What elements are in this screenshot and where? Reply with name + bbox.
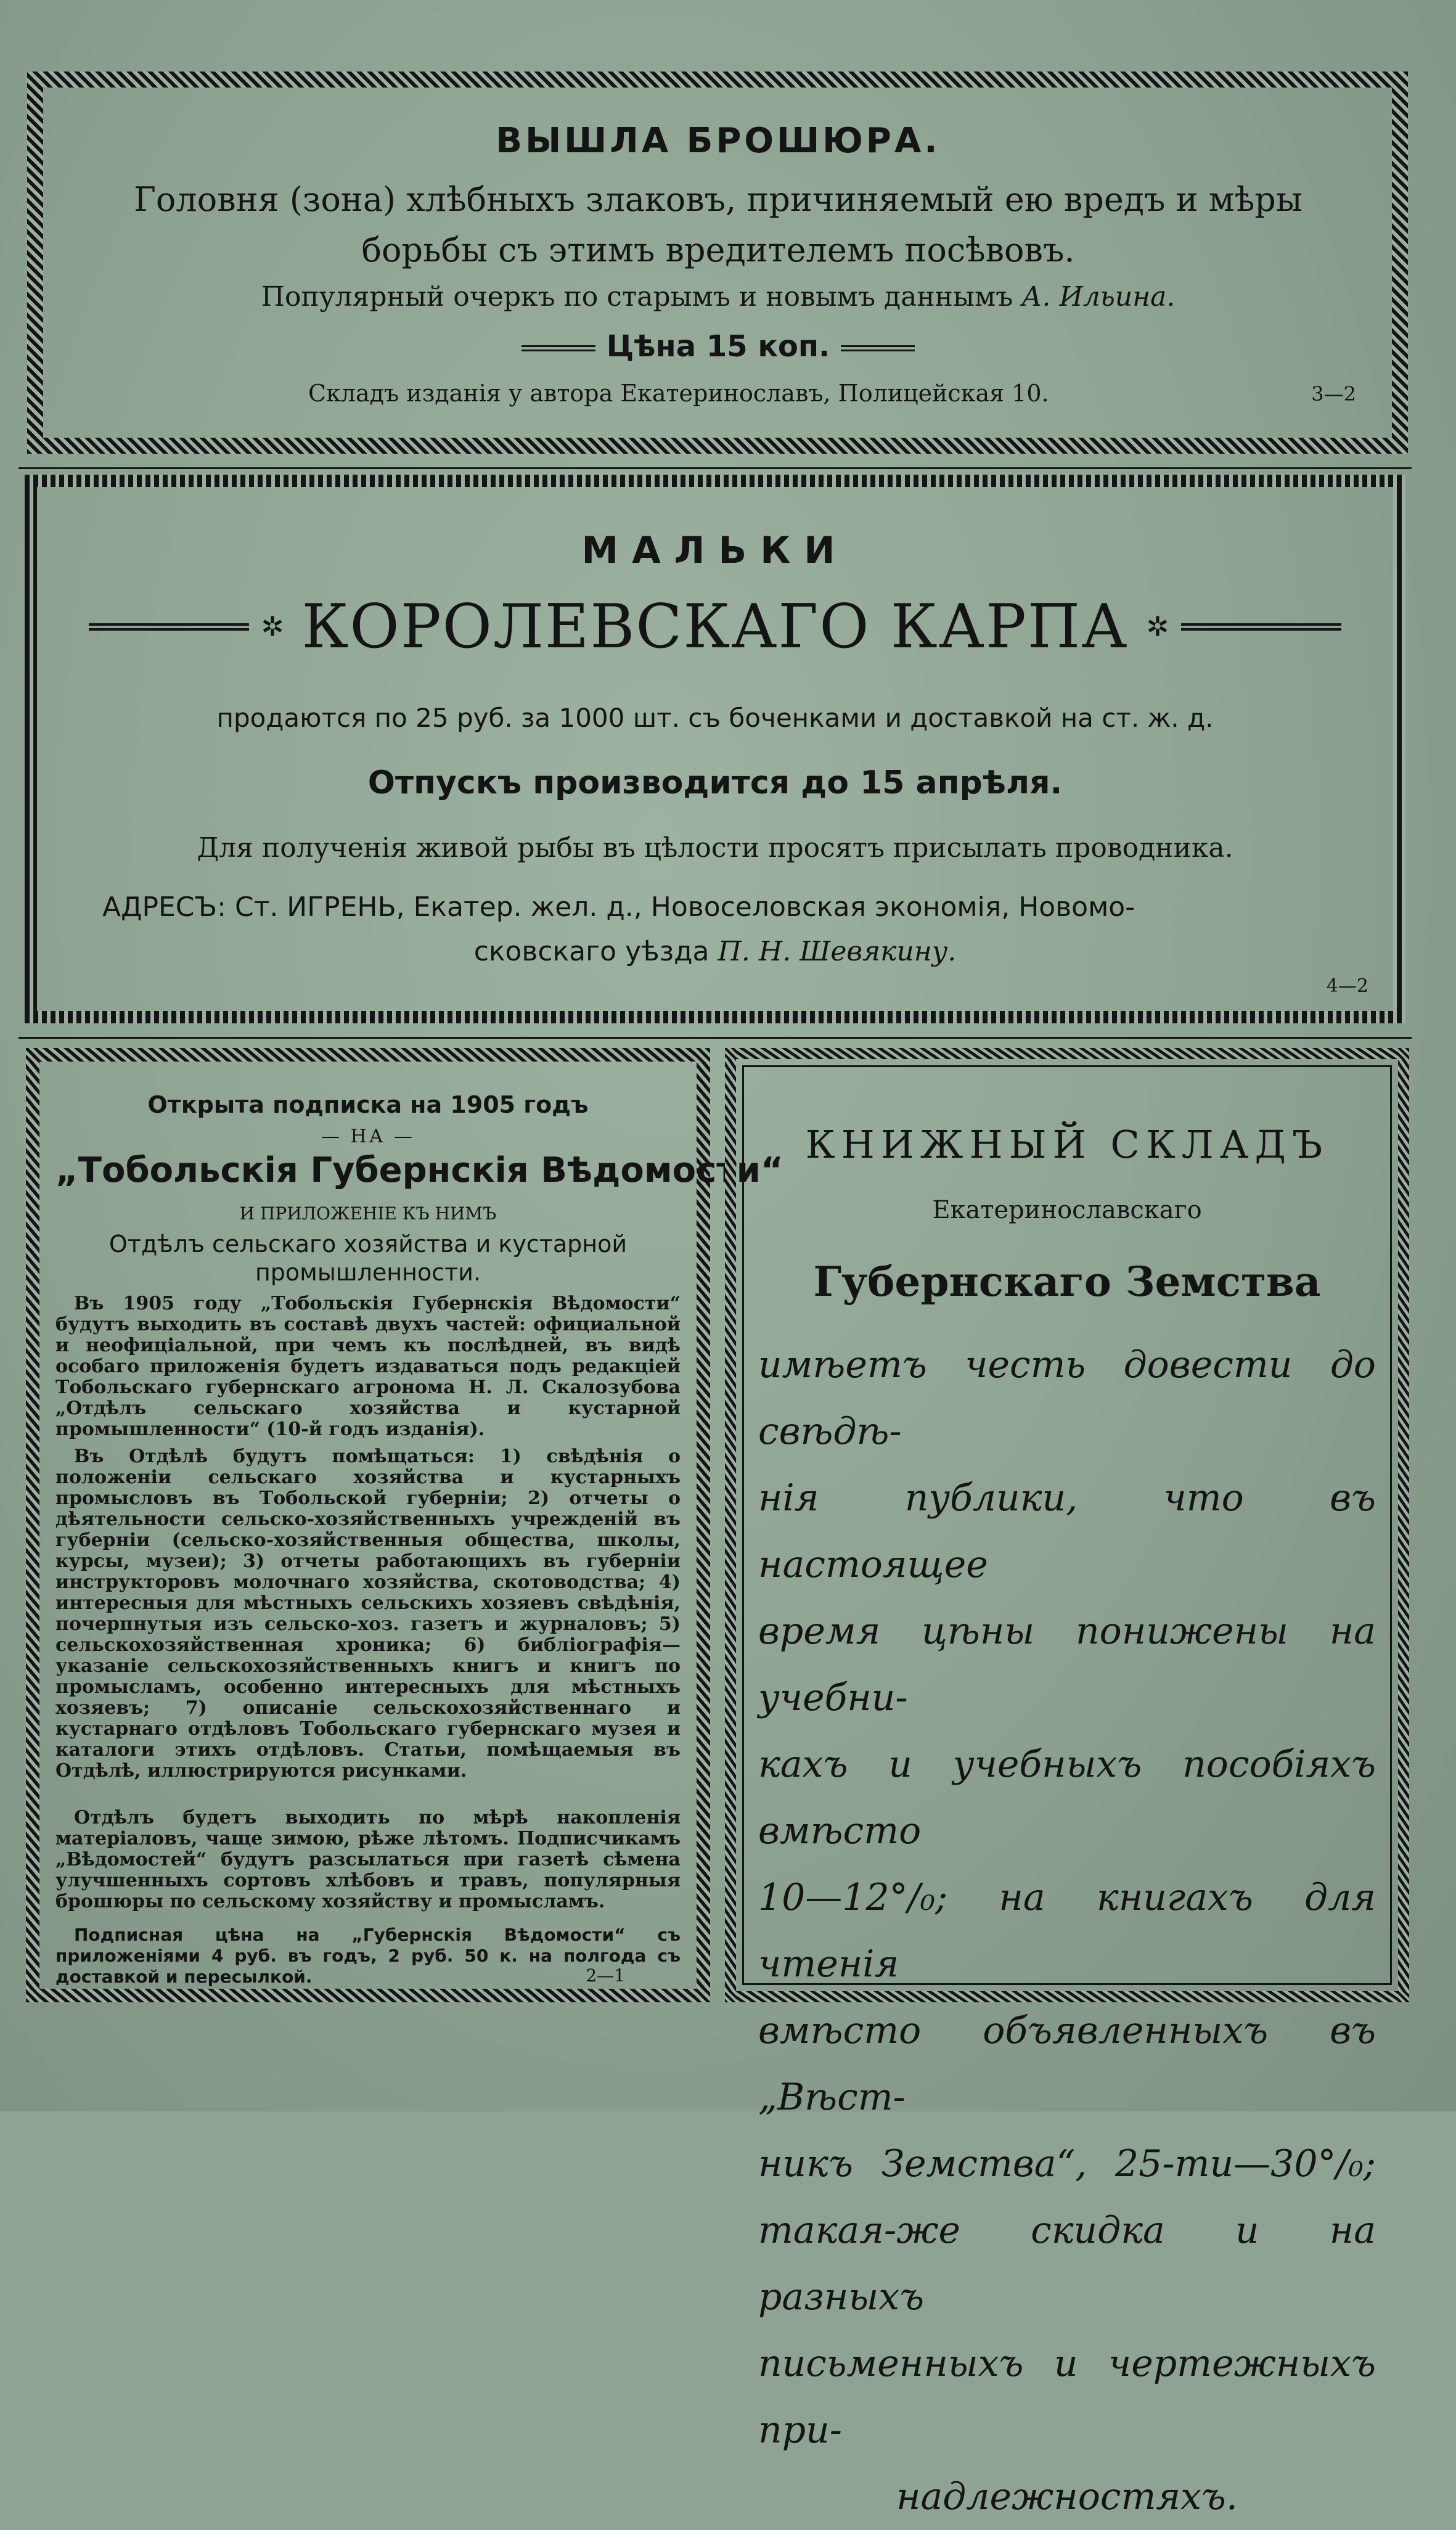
ornament-rule-left	[521, 345, 595, 351]
ad-tobolsk-line1: Открыта подписка на 1905 годъ	[147, 1091, 589, 1118]
ad-brochure-title-line1: Головня (зона) хлѣбныхъ злаковъ, причиняемый ею вредъ и мѣры	[134, 180, 1303, 219]
ad-carp-code: 4—2	[1326, 975, 1368, 997]
ad-brochure-code: 3—2	[1311, 382, 1356, 406]
ad-bookstore-body-line: вмѣсто объявленныхъ въ „Вѣст-	[758, 2009, 1376, 2119]
ad-carp-release-line: Отпускъ производится до 15 апрѣля.	[367, 764, 1063, 801]
ad-bookstore-body-line: нія публики, что въ настоящее	[758, 1476, 1376, 1586]
flourish-left-icon: ✲	[261, 611, 284, 643]
ad-brochure-subtitle-text: Популярный очеркъ по старымъ и новымъ даннымъ	[261, 281, 1013, 313]
ad-carp-heading: МАЛЬКИ	[581, 529, 849, 572]
ad-tobolsk-section-line1: Отдѣлъ сельскаго хозяйства и кустарной	[108, 1230, 628, 1258]
ad-bookstore-body-line: письменныхъ и чертежныхъ при-	[758, 2342, 1376, 2452]
ad-brochure-address: Складъ изданія у автора Екатеринославъ, Полицейская 10.	[308, 380, 1049, 407]
ad-tobolsk-section-line2: промышленности.	[255, 1259, 481, 1286]
ad-carp-address-line1: АДРЕСЪ: Ст. ИГРЕНЬ, Екатер. жел. д., Новоселовская экономія, Новомо-	[102, 891, 1135, 923]
ad-brochure-price-row	[55, 329, 1381, 364]
ad-bookstore-body-line: никъ Земства“, 25-ти—30°/₀;	[758, 2142, 1376, 2185]
section-divider	[18, 467, 1412, 469]
section-divider	[18, 1037, 1412, 1039]
ad-brochure-subtitle	[55, 281, 1381, 313]
ad-bookstore-body-line: 10—12°/₀; на книгахъ для чтенія	[758, 1876, 1376, 1986]
ad-tobolsk-para3: Отдѣлъ будетъ выходить по мѣрѣ накопленія матеріаловъ, чаще зимою, рѣже лѣтомъ. Подписчикамъ „Вѣдомостей“ будутъ разсылаться при газетѣ сѣмена улучшенныхъ сортовъ хлѣбовъ и травъ, популярныя брошюры по сельскому хозяйству и промысламъ.	[55, 1807, 681, 1912]
ad-brochure-heading: ВЫШЛА БРОШЮРА.	[496, 121, 941, 161]
ad-brochure-author: А. Ильина.	[1021, 281, 1176, 313]
ad-carp	[43, 487, 1387, 1011]
ad-bookstore-body-line: имѣетъ честь довести до свѣдѣ-	[758, 1343, 1376, 1453]
ad-carp-price-line: продаются по 25 руб. за 1000 шт. съ боченками и доставкой на ст. ж. д.	[216, 703, 1214, 733]
ornament-rule-right	[1181, 623, 1341, 631]
ornament-rule-left	[89, 623, 249, 631]
ad-carp-title: КОРОЛЕВСКАГО КАРПА	[301, 592, 1129, 662]
ad-carp-address-prefix: сковскаго уѣзда	[473, 936, 710, 967]
ad-bookstore-body-line: надлежностяхъ.	[896, 2475, 1238, 2518]
ad-tobolsk-code: 2—1	[586, 1965, 625, 1986]
ad-carp-title-row	[43, 592, 1387, 662]
ad-tobolsk-price: Подписная цѣна на „Губернскія Вѣдомости“ съ приложеніями 4 руб. въ годъ, 2 руб. 50 к. на полгода съ доставкой и пересылкой.	[55, 1925, 681, 1987]
ad-bookstore-heading: КНИЖНЫЙ СКЛАДЪ	[805, 1122, 1329, 1167]
ad-bookstore	[758, 1073, 1376, 2518]
ad-tobolsk	[55, 1073, 783, 1987]
ad-bookstore-line2: Екатеринославскаго	[932, 1196, 1202, 1224]
ad-tobolsk-line2: — НА —	[321, 1126, 415, 1147]
ad-brochure-title-line2: борьбы съ этимъ вредителемъ посѣвовъ.	[361, 231, 1075, 269]
ad-tobolsk-subtitle: И ПРИЛОЖЕНІЕ КЪ НИМЪ	[239, 1203, 497, 1224]
ad-carp-address-line2	[43, 936, 1387, 967]
ad-bookstore-body	[758, 1332, 1376, 2530]
ad-carp-address-name: П. Н. Шевякину.	[718, 936, 957, 967]
ad-bookstore-line3: Губернскаго Земства	[813, 1258, 1321, 1306]
ad-tobolsk-para1: Въ 1905 году „Тобольскія Губернскія Вѣдомости“ будутъ выходить въ составѣ двухъ частей: официальной и неофиціальной, при чемъ къ послѣдней, въ видѣ особаго приложенія будетъ издаваться подъ редакціей Тобольскаго губернскаго агронома Н. Л. Скалозубова „Отдѣлъ сельскаго хозяйства и кустарной промышленности“ (10-й годъ изданія).	[55, 1293, 681, 1440]
ad-bookstore-body-line: кахъ и учебныхъ пособіяхъ вмѣсто	[758, 1743, 1376, 1852]
ad-carp-note-line: Для полученія живой рыбы въ цѣлости просятъ присылать проводника.	[197, 832, 1233, 864]
ad-bookstore-body-line: такая-же скидка и на разныхъ	[758, 2209, 1376, 2319]
ad-tobolsk-para2: Въ Отдѣлѣ будутъ помѣщаться: 1) свѣдѣнія о положеніи сельскаго хозяйства и кустарныхъ промысловъ въ Тобольской губерніи; 2) отчеты о дѣятельности сельско-хозяйственныхъ учрежденій въ губерніи (сельско-хозяйственныя общества, школы, курсы, музеи); 3) отчеты работающихъ въ губерніи инструкторовъ молочнаго хозяйства, скотоводства; 4) интересныя для мѣстныхъ сельскихъ хозяевъ свѣдѣнія, почерпнутыя изъ сельско-хоз. газетъ и журналовъ; 5) сельскохозяйственная хроника; 6) библіографія—указаніе сельскохозяйственныхъ книгъ и книгъ по промысламъ, особенно интересныхъ для мѣстныхъ хозяевъ; 7) описаніе сельскохозяйственнаго и кустарнаго отдѣловъ Тобольскаго губернскаго музея и каталоги этихъ отдѣловъ. Статьи, помѣщаемыя въ Отдѣлѣ, иллюстрируются рисунками.	[55, 1446, 681, 1782]
ad-brochure-price: Цѣна 15 коп.	[606, 329, 830, 364]
ad-tobolsk-title: „Тобольскія Губернскія Вѣдомости“	[55, 1150, 783, 1190]
ad-bookstore-body-line: время цѣны понижены на учебни-	[758, 1610, 1376, 1719]
flourish-right-icon: ✲	[1146, 611, 1169, 643]
ad-brochure	[55, 92, 1381, 438]
ornament-rule-right	[841, 345, 915, 351]
